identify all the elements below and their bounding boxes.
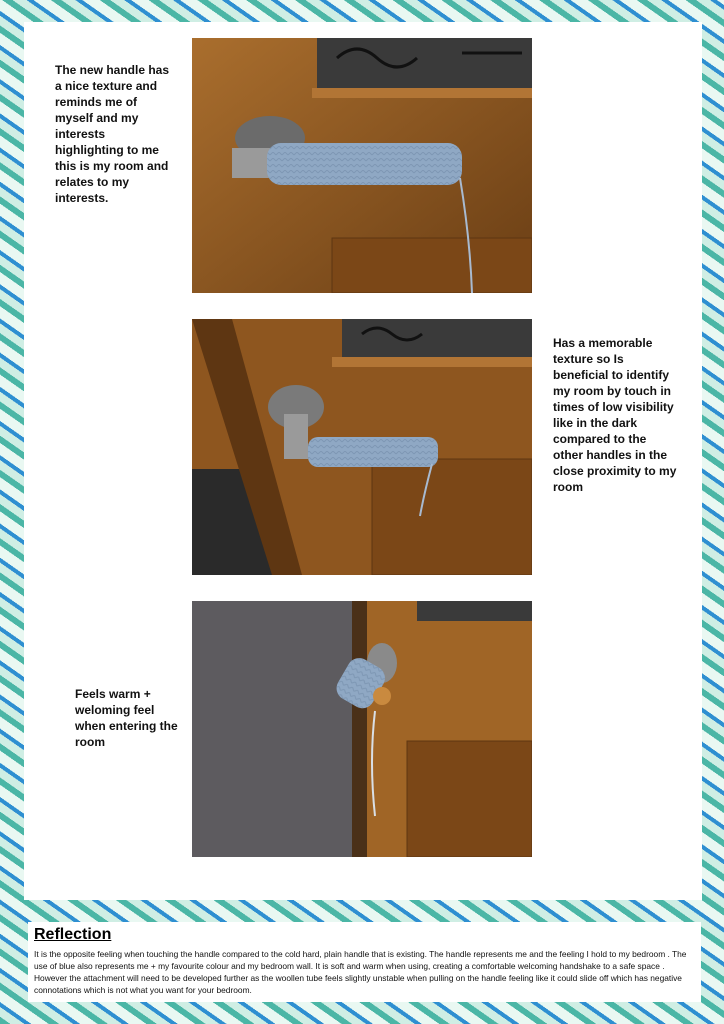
- caption-first: The new handle has a nice texture and reminds me of myself and my interests highlighting to me this is my room and relates to my interests.: [55, 63, 170, 205]
- photo-handle-angled: [192, 319, 532, 575]
- caption-second: Has a memorable texture so Is beneficial to identify my room by touch in times of low visibility like in the dark compared to the other handles in the close proximity to my room: [553, 336, 677, 494]
- reflection-heading: Reflection: [34, 926, 112, 943]
- caption-third: Feels warm + weloming feel when entering the room: [75, 687, 178, 749]
- photo-handle-side: [192, 601, 532, 857]
- reflection-body: It is the opposite feeling when touching the handle compared to the cold hard, plain handle that is existing. The handle represents me and the feeling I hold to my bedroom . The use of blue also represents me + my favourite colour and my bedroom wall. It is soft and warm when using, creating a comfortable welcoming handshake to a safe space . However the attachment will need to be developed further as the woollen tube feels slightly unstable when pulling on the handle feeling like it could slide off which has negative connotations which is not what you want for your bedroom.: [34, 949, 687, 995]
- photo-handle-closeup: [192, 38, 532, 293]
- reflection-panel: [28, 922, 701, 1002]
